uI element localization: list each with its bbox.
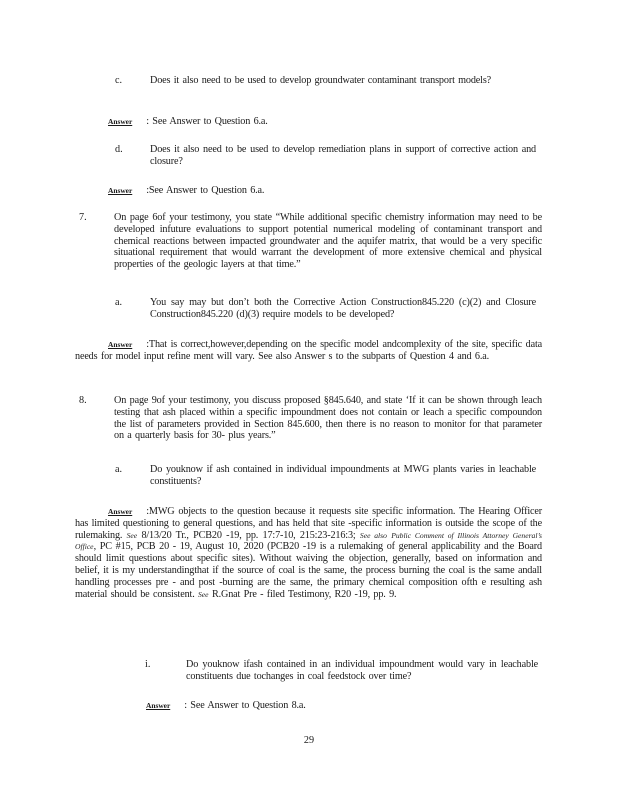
item-i-text: Do youknow ifash contained in an individual impoundment would vary in leachable constituents due tochanges in coal feedstock over time? xyxy=(186,659,538,682)
see-also-signal: See also xyxy=(359,530,387,540)
question-7-answer xyxy=(75,339,542,363)
item-c-marker: c. xyxy=(115,75,123,86)
item-d-answer-text: :See Answer to Question 6.a. xyxy=(146,185,265,196)
question-8-answer-part2: 8/13/20 Tr., PCB20 -19, pp. 17:7-10, 215:23-216:3; xyxy=(141,529,356,541)
item-i-marker: i. xyxy=(145,659,151,670)
answer-label: Answer xyxy=(108,117,133,126)
question-7-marker: 7. xyxy=(79,212,87,223)
answer-label: Answer xyxy=(108,340,133,349)
item-d-text: Does it also need to be used to develop remediation plans in support of corrective action and closure? xyxy=(150,144,536,167)
question-7-text: On page 6of your testimony, you state “While additional specific chemistry information may need to be developed infuture evaluations to support potential numerical modeling of contaminant transport and chemical reactions between impacted groundwater and the aquifer matrix, that would be a very specific situational requirement that would warrant the development of more extensive chemical and physical properties of the geologic layers at that time.” xyxy=(114,212,542,271)
see-signal: See xyxy=(126,530,138,540)
question-8-answer-part4: , PC #15, PCB 20 - 19, August 10, 2020 (PCB20 -19 is a rulemaking of general applicability and the Board should limit questions about specific sites). Without waiving the objection, generally, based on information and belief, it is my understandingthat if the source of coal is the same, the process burning the coal is the same andall handling processes pre - and post -burning are the same, the primary chemical composition ofth e resulting ash material should be consistent. xyxy=(75,541,542,600)
answer-label: Answer xyxy=(146,701,171,710)
question-7-answer-text: :That is correct,however,depending on the specific model andcomplexity of the site, specific data needs for model input refine ment will vary. See also Answer s to the subparts of Question 4 and 6.a. xyxy=(75,339,542,362)
item-d-marker: d. xyxy=(115,144,123,155)
question-8-answer-part1: :MWG objects to the question because it requests site specific information. The Hearing Officer has limited questioning to general questions, and has held that site -specific information is outside the scope of the rulemaking. xyxy=(75,506,542,541)
see-signal: See xyxy=(198,589,209,599)
question-7a-text: You say may but don’t both the Corrective Action Construction845.220 (c)(2) and Closure Construction845.220 (d)(3) require models to be developed? xyxy=(150,297,536,320)
page-number: 29 xyxy=(303,735,315,746)
question-8-marker: 8. xyxy=(79,395,87,406)
question-8-answer xyxy=(75,506,542,600)
question-8a-marker: a. xyxy=(115,464,123,475)
question-7a-marker: a. xyxy=(115,297,123,308)
answer-label: Answer xyxy=(108,507,133,516)
item-c-answer xyxy=(108,116,538,128)
item-c-text: Does it also need to be used to develop groundwater contaminant transport models? xyxy=(150,75,492,86)
question-8-answer-part5: R.Gnat Pre - filed Testimony, R20 -19, pp. 9. xyxy=(211,588,397,600)
question-8a-text: Do youknow if ash contained in individual impoundments at MWG plants varies in leachable constituents? xyxy=(150,464,536,487)
answer-label: Answer xyxy=(108,186,133,195)
question-8-answer-part3: Public Comment of Illinois Attorney General’s Office xyxy=(75,530,542,552)
item-c-answer-text: : See Answer to Question 6.a. xyxy=(146,116,268,127)
item-i-answer-text: : See Answer to Question 8.a. xyxy=(184,700,306,711)
item-d-answer xyxy=(108,185,538,197)
question-8-text: On page 9of your testimony, you discuss proposed §845.640, and state ‘If it can be shown through leach testing that ash placed within a specific impoundment does not contain or leach a specific compoundon the list of parameters provided in Section 845.600, then there is no reason to monitor for that parameter on a quarterly basis for 30- plus years.” xyxy=(114,395,542,442)
item-i-answer xyxy=(146,700,538,712)
